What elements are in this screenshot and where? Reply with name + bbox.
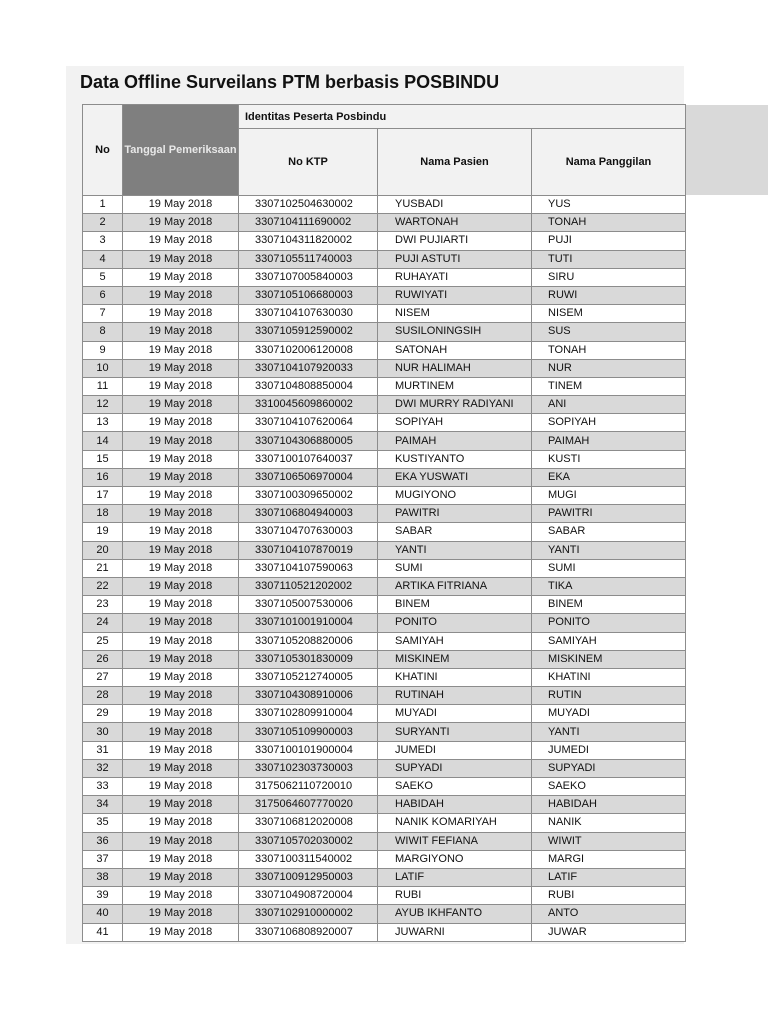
table-row — [83, 559, 686, 577]
header-identitas-group: Identitas Peserta Posbindu — [239, 105, 686, 129]
cell-no-ktp: 3307105912590002 — [239, 323, 378, 341]
cell-nama-pasien: JUMEDI — [378, 741, 532, 759]
cell-tanggal: 19 May 2018 — [123, 341, 239, 359]
table-body — [83, 196, 686, 942]
cell-no: 35 — [83, 814, 123, 832]
cell-no-ktp: 3307104308910006 — [239, 687, 378, 705]
cell-no: 32 — [83, 759, 123, 777]
cell-no-ktp: 3307106804940003 — [239, 505, 378, 523]
table-row — [83, 414, 686, 432]
header-nama-pasien: Nama Pasien — [378, 129, 532, 196]
cell-nama-pasien: WARTONAH — [378, 214, 532, 232]
cell-no-ktp: 3307104306880005 — [239, 432, 378, 450]
cell-nama-panggilan: PONITO — [532, 614, 686, 632]
cell-nama-pasien: LATIF — [378, 868, 532, 886]
cell-no: 18 — [83, 505, 123, 523]
page-title: Data Offline Surveilans PTM berbasis POSBINDU — [80, 72, 500, 92]
cell-tanggal: 19 May 2018 — [123, 850, 239, 868]
cell-no-ktp: 3307110521202002 — [239, 577, 378, 595]
cell-nama-pasien: SAEKO — [378, 778, 532, 796]
cell-nama-panggilan: SABAR — [532, 523, 686, 541]
cell-nama-pasien: PUJI ASTUTI — [378, 250, 532, 268]
table-row — [83, 196, 686, 214]
cell-tanggal: 19 May 2018 — [123, 396, 239, 414]
cell-nama-pasien: JUWARNI — [378, 923, 532, 941]
cell-no: 2 — [83, 214, 123, 232]
cell-nama-panggilan: TIKA — [532, 577, 686, 595]
cell-nama-pasien: PAIMAH — [378, 432, 532, 450]
cell-nama-panggilan: YUS — [532, 196, 686, 214]
cell-tanggal: 19 May 2018 — [123, 614, 239, 632]
cell-no-ktp: 3307105109900003 — [239, 723, 378, 741]
table-row — [83, 796, 686, 814]
cell-no: 3 — [83, 232, 123, 250]
cell-no: 21 — [83, 559, 123, 577]
cell-no-ktp: 3307104107620064 — [239, 414, 378, 432]
cell-nama-pasien: SUMI — [378, 559, 532, 577]
cell-nama-pasien: SUPYADI — [378, 759, 532, 777]
cell-nama-pasien: ARTIKA FITRIANA — [378, 577, 532, 595]
table-row — [83, 396, 686, 414]
cell-no-ktp: 3307100309650002 — [239, 487, 378, 505]
cell-no: 14 — [83, 432, 123, 450]
cell-nama-pasien: SURYANTI — [378, 723, 532, 741]
cell-tanggal: 19 May 2018 — [123, 214, 239, 232]
cell-no: 24 — [83, 614, 123, 632]
table-row — [83, 341, 686, 359]
cell-no: 4 — [83, 250, 123, 268]
table-row — [83, 596, 686, 614]
cell-nama-panggilan: KUSTI — [532, 450, 686, 468]
cell-tanggal: 19 May 2018 — [123, 796, 239, 814]
cell-no-ktp: 3307104707630003 — [239, 523, 378, 541]
cell-nama-pasien: EKA YUSWATI — [378, 468, 532, 486]
cell-nama-pasien: DWI PUJIARTI — [378, 232, 532, 250]
cell-nama-pasien: PONITO — [378, 614, 532, 632]
cell-nama-pasien: RUWIYATI — [378, 286, 532, 304]
cell-no: 22 — [83, 577, 123, 595]
table-row — [83, 868, 686, 886]
cell-tanggal: 19 May 2018 — [123, 923, 239, 941]
cell-tanggal: 19 May 2018 — [123, 232, 239, 250]
cell-tanggal: 19 May 2018 — [123, 814, 239, 832]
cell-no-ktp: 3307102504630002 — [239, 196, 378, 214]
cell-tanggal: 19 May 2018 — [123, 250, 239, 268]
cell-no: 20 — [83, 541, 123, 559]
table-row — [83, 323, 686, 341]
cell-nama-panggilan: JUMEDI — [532, 741, 686, 759]
table-row — [83, 614, 686, 632]
cell-tanggal: 19 May 2018 — [123, 487, 239, 505]
participants-table — [82, 104, 686, 942]
cell-no-ktp: 3307104311820002 — [239, 232, 378, 250]
cell-no: 23 — [83, 596, 123, 614]
cell-nama-panggilan: TUTI — [532, 250, 686, 268]
table-row — [83, 250, 686, 268]
cell-nama-pasien: MUGIYONO — [378, 487, 532, 505]
cell-nama-pasien: SATONAH — [378, 341, 532, 359]
cell-nama-pasien: KUSTIYANTO — [378, 450, 532, 468]
cell-tanggal: 19 May 2018 — [123, 359, 239, 377]
cell-nama-panggilan: MUYADI — [532, 705, 686, 723]
cell-no-ktp: 3307100107640037 — [239, 450, 378, 468]
cell-tanggal: 19 May 2018 — [123, 741, 239, 759]
cell-nama-panggilan: HABIDAH — [532, 796, 686, 814]
cell-no-ktp: 3307104808850004 — [239, 377, 378, 395]
cell-no-ktp: 3307102006120008 — [239, 341, 378, 359]
cell-no: 39 — [83, 887, 123, 905]
cell-no-ktp: 3310045609860002 — [239, 396, 378, 414]
cell-no-ktp: 3307105511740003 — [239, 250, 378, 268]
table-row — [83, 832, 686, 850]
cell-nama-panggilan: PAIMAH — [532, 432, 686, 450]
cell-nama-panggilan: ANTO — [532, 905, 686, 923]
cell-nama-panggilan: SOPIYAH — [532, 414, 686, 432]
cell-nama-pasien: BINEM — [378, 596, 532, 614]
cell-nama-pasien: YUSBADI — [378, 196, 532, 214]
table-row — [83, 432, 686, 450]
cell-nama-pasien: DWI MURRY RADIYANI — [378, 396, 532, 414]
cell-tanggal: 19 May 2018 — [123, 559, 239, 577]
cell-no-ktp: 3307106812020008 — [239, 814, 378, 832]
cell-no: 30 — [83, 723, 123, 741]
cell-nama-pasien: RUTINAH — [378, 687, 532, 705]
cell-no: 37 — [83, 850, 123, 868]
cell-no: 13 — [83, 414, 123, 432]
cell-nama-panggilan: SAEKO — [532, 778, 686, 796]
cell-no-ktp: 3175064607770020 — [239, 796, 378, 814]
cell-nama-pasien: SABAR — [378, 523, 532, 541]
cell-no: 36 — [83, 832, 123, 850]
cell-no: 31 — [83, 741, 123, 759]
cell-no: 34 — [83, 796, 123, 814]
cell-nama-panggilan: SUMI — [532, 559, 686, 577]
cell-nama-panggilan: YANTI — [532, 541, 686, 559]
table-row — [83, 723, 686, 741]
cell-nama-panggilan: SUPYADI — [532, 759, 686, 777]
table-row — [83, 377, 686, 395]
cell-no-ktp: 3307105702030002 — [239, 832, 378, 850]
cell-tanggal: 19 May 2018 — [123, 268, 239, 286]
cell-no: 41 — [83, 923, 123, 941]
side-panel — [684, 105, 768, 195]
cell-tanggal: 19 May 2018 — [123, 650, 239, 668]
cell-nama-panggilan: BINEM — [532, 596, 686, 614]
cell-no: 12 — [83, 396, 123, 414]
cell-nama-pasien: SOPIYAH — [378, 414, 532, 432]
cell-no-ktp: 3307102303730003 — [239, 759, 378, 777]
cell-nama-pasien: NUR HALIMAH — [378, 359, 532, 377]
header-row-group — [83, 105, 686, 129]
table-row — [83, 541, 686, 559]
cell-tanggal: 19 May 2018 — [123, 687, 239, 705]
header-tanggal: Tanggal Pemeriksaan — [123, 105, 239, 196]
cell-no: 9 — [83, 341, 123, 359]
cell-no-ktp: 3307100101900004 — [239, 741, 378, 759]
cell-no-ktp: 3307102809910004 — [239, 705, 378, 723]
cell-nama-pasien: YANTI — [378, 541, 532, 559]
cell-nama-pasien: RUBI — [378, 887, 532, 905]
cell-no-ktp: 3175062110720010 — [239, 778, 378, 796]
cell-nama-panggilan: TONAH — [532, 214, 686, 232]
cell-nama-panggilan: MISKINEM — [532, 650, 686, 668]
cell-nama-pasien: PAWITRI — [378, 505, 532, 523]
cell-no: 38 — [83, 868, 123, 886]
cell-nama-pasien: HABIDAH — [378, 796, 532, 814]
table-row — [83, 487, 686, 505]
cell-tanggal: 19 May 2018 — [123, 323, 239, 341]
cell-no: 19 — [83, 523, 123, 541]
cell-tanggal: 19 May 2018 — [123, 723, 239, 741]
cell-nama-pasien: MURTINEM — [378, 377, 532, 395]
cell-no: 5 — [83, 268, 123, 286]
cell-no: 16 — [83, 468, 123, 486]
cell-nama-panggilan: YANTI — [532, 723, 686, 741]
cell-no-ktp: 3307102910000002 — [239, 905, 378, 923]
cell-no: 7 — [83, 305, 123, 323]
cell-nama-panggilan: TONAH — [532, 341, 686, 359]
cell-no-ktp: 3307107005840003 — [239, 268, 378, 286]
header-no-ktp: No KTP — [239, 129, 378, 196]
cell-tanggal: 19 May 2018 — [123, 523, 239, 541]
cell-tanggal: 19 May 2018 — [123, 905, 239, 923]
table-row — [83, 286, 686, 304]
cell-nama-panggilan: JUWAR — [532, 923, 686, 941]
cell-nama-panggilan: MARGI — [532, 850, 686, 868]
cell-no-ktp: 3307106808920007 — [239, 923, 378, 941]
cell-tanggal: 19 May 2018 — [123, 450, 239, 468]
table-row — [83, 359, 686, 377]
cell-no-ktp: 3307106506970004 — [239, 468, 378, 486]
table-row — [83, 850, 686, 868]
cell-no: 1 — [83, 196, 123, 214]
cell-no: 28 — [83, 687, 123, 705]
cell-tanggal: 19 May 2018 — [123, 468, 239, 486]
cell-tanggal: 19 May 2018 — [123, 432, 239, 450]
cell-no: 8 — [83, 323, 123, 341]
cell-tanggal: 19 May 2018 — [123, 414, 239, 432]
header-no: No — [83, 105, 123, 196]
cell-tanggal: 19 May 2018 — [123, 868, 239, 886]
cell-no: 6 — [83, 286, 123, 304]
cell-nama-panggilan: RUWI — [532, 286, 686, 304]
cell-no-ktp: 3307104107920033 — [239, 359, 378, 377]
table-row — [83, 468, 686, 486]
table-row — [83, 687, 686, 705]
cell-tanggal: 19 May 2018 — [123, 832, 239, 850]
cell-nama-panggilan: SIRU — [532, 268, 686, 286]
table-row — [83, 632, 686, 650]
cell-nama-panggilan: EKA — [532, 468, 686, 486]
cell-no-ktp: 3307105007530006 — [239, 596, 378, 614]
cell-nama-pasien: RUHAYATI — [378, 268, 532, 286]
cell-tanggal: 19 May 2018 — [123, 705, 239, 723]
cell-no: 17 — [83, 487, 123, 505]
cell-tanggal: 19 May 2018 — [123, 596, 239, 614]
cell-nama-panggilan: KHATINI — [532, 668, 686, 686]
table-row — [83, 523, 686, 541]
cell-no: 25 — [83, 632, 123, 650]
cell-no: 10 — [83, 359, 123, 377]
table-row — [83, 214, 686, 232]
cell-nama-panggilan: RUBI — [532, 887, 686, 905]
cell-no: 11 — [83, 377, 123, 395]
table-row — [83, 905, 686, 923]
cell-no-ktp: 3307101001910004 — [239, 614, 378, 632]
cell-no-ktp: 3307104107630030 — [239, 305, 378, 323]
cell-tanggal: 19 May 2018 — [123, 377, 239, 395]
cell-no-ktp: 3307100912950003 — [239, 868, 378, 886]
cell-nama-panggilan: ANI — [532, 396, 686, 414]
cell-nama-pasien: SAMIYAH — [378, 632, 532, 650]
cell-no-ktp: 3307104107870019 — [239, 541, 378, 559]
cell-no: 40 — [83, 905, 123, 923]
cell-tanggal: 19 May 2018 — [123, 887, 239, 905]
cell-nama-panggilan: SUS — [532, 323, 686, 341]
table-row — [83, 759, 686, 777]
cell-tanggal: 19 May 2018 — [123, 286, 239, 304]
table-row — [83, 668, 686, 686]
cell-tanggal: 19 May 2018 — [123, 196, 239, 214]
table-row — [83, 268, 686, 286]
cell-tanggal: 19 May 2018 — [123, 632, 239, 650]
cell-tanggal: 19 May 2018 — [123, 778, 239, 796]
cell-nama-panggilan: SAMIYAH — [532, 632, 686, 650]
cell-nama-pasien: NISEM — [378, 305, 532, 323]
cell-tanggal: 19 May 2018 — [123, 305, 239, 323]
table-row — [83, 741, 686, 759]
cell-nama-panggilan: PUJI — [532, 232, 686, 250]
table-row — [83, 814, 686, 832]
cell-no-ktp: 3307105106680003 — [239, 286, 378, 304]
cell-nama-panggilan: NANIK — [532, 814, 686, 832]
table-row — [83, 887, 686, 905]
table-row — [83, 232, 686, 250]
cell-nama-pasien: SUSILONINGSIH — [378, 323, 532, 341]
cell-no: 26 — [83, 650, 123, 668]
cell-no: 27 — [83, 668, 123, 686]
cell-tanggal: 19 May 2018 — [123, 505, 239, 523]
cell-nama-panggilan: TINEM — [532, 377, 686, 395]
cell-nama-pasien: WIWIT FEFIANA — [378, 832, 532, 850]
table-row — [83, 577, 686, 595]
cell-tanggal: 19 May 2018 — [123, 541, 239, 559]
cell-no-ktp: 3307105301830009 — [239, 650, 378, 668]
table-row — [83, 305, 686, 323]
cell-nama-panggilan: WIWIT — [532, 832, 686, 850]
cell-nama-panggilan: NUR — [532, 359, 686, 377]
cell-no-ktp: 3307104111690002 — [239, 214, 378, 232]
cell-no-ktp: 3307104107590063 — [239, 559, 378, 577]
cell-tanggal: 19 May 2018 — [123, 759, 239, 777]
cell-tanggal: 19 May 2018 — [123, 577, 239, 595]
header-nama-panggilan: Nama Panggilan — [532, 129, 686, 196]
cell-no: 29 — [83, 705, 123, 723]
table-row — [83, 505, 686, 523]
cell-nama-pasien: MUYADI — [378, 705, 532, 723]
cell-no-ktp: 3307105212740005 — [239, 668, 378, 686]
cell-no: 15 — [83, 450, 123, 468]
cell-nama-panggilan: MUGI — [532, 487, 686, 505]
cell-nama-pasien: MARGIYONO — [378, 850, 532, 868]
cell-no-ktp: 3307105208820006 — [239, 632, 378, 650]
table-row — [83, 923, 686, 941]
cell-nama-panggilan: LATIF — [532, 868, 686, 886]
cell-no: 33 — [83, 778, 123, 796]
table-row — [83, 778, 686, 796]
cell-no-ktp: 3307100311540002 — [239, 850, 378, 868]
cell-nama-panggilan: NISEM — [532, 305, 686, 323]
cell-nama-pasien: KHATINI — [378, 668, 532, 686]
table-row — [83, 705, 686, 723]
cell-nama-panggilan: RUTIN — [532, 687, 686, 705]
cell-tanggal: 19 May 2018 — [123, 668, 239, 686]
table-row — [83, 650, 686, 668]
cell-nama-panggilan: PAWITRI — [532, 505, 686, 523]
cell-no-ktp: 3307104908720004 — [239, 887, 378, 905]
table-row — [83, 450, 686, 468]
cell-nama-pasien: NANIK KOMARIYAH — [378, 814, 532, 832]
cell-nama-pasien: MISKINEM — [378, 650, 532, 668]
cell-nama-pasien: AYUB IKHFANTO — [378, 905, 532, 923]
